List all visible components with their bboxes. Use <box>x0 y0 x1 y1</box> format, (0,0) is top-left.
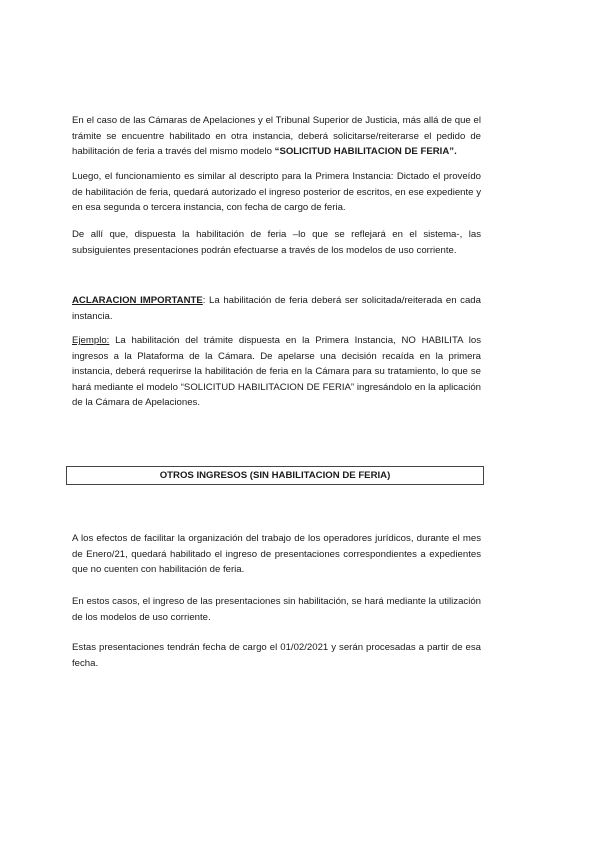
section-title-box <box>66 466 484 485</box>
ejemplo-label: Ejemplo: <box>72 335 110 346</box>
paragraph-aclaracion <box>72 293 481 324</box>
paragraph-camaras-apelaciones <box>72 113 481 160</box>
model-name-bold: “SOLICITUD HABILITACION DE FERIA”. <box>274 146 457 158</box>
aclaracion-label: ACLARACION IMPORTANTE <box>72 295 203 306</box>
paragraph-otros-ingresos: A los efectos de facilitar la organización del trabajo de los operadores jurídicos, durante el mes de Enero/21, quedará habilitado el ingreso de presentaciones correspondientes a expedientes que no cuenten con habilitación de feria. <box>72 533 481 576</box>
paragraph-en-estos-casos: En estos casos, el ingreso de las presentaciones sin habilitación, se hará mediante la utilización de los modelos de uso corriente. <box>72 596 481 623</box>
paragraph-text: En el caso de las Cámaras de Apelaciones y el Tribunal Superior de Justicia, más allá de que el trámite se encuentre habilitado en otra instancia, deberá solicitarse/reiterarse el pedido de habilitación de feria a través del mismo modelo <box>72 115 481 158</box>
paragraph-fecha-cargo: Estas presentaciones tendrán fecha de cargo el 01/02/2021 y serán procesadas a partir de esa fecha. <box>72 642 481 669</box>
aclaracion-text: : La habilitación de feria deberá ser solicitada/reiterada en cada instancia. <box>72 295 481 322</box>
paragraph-de-alli: De allí que, dispuesta la habilitación de feria –lo que se reflejará en el sistema-, las subsiguientes presentaciones podrán efectuarse a través de los modelos de uso corriente. <box>72 229 481 256</box>
paragraph-funcionamiento: Luego, el funcionamiento es similar al descripto para la Primera Instancia: Dictado el proveído de habilitación de feria, quedará autorizado el ingreso posterior de escritos, en ese expediente y en esa segunda o tercera instancia, con fecha de cargo de feria. <box>72 171 481 214</box>
paragraph-ejemplo <box>72 333 481 411</box>
section-title: OTROS INGRESOS (SIN HABILITACION DE FERIA) <box>159 470 391 481</box>
ejemplo-text: La habilitación del trámite dispuesta en la Primera Instancia, NO HABILITA los ingresos a la Plataforma de la Cámara. De apelarse una decisión recaída en la primera instancia, deberá requerirse la habilitación de feria en la Cámara para su tratamiento, lo que se hará mediante el modelo “SOLICITUD HABILITACION DE FERIA” ingresándolo en la aplicación de la Cámara de Apelaciones. <box>72 335 481 409</box>
